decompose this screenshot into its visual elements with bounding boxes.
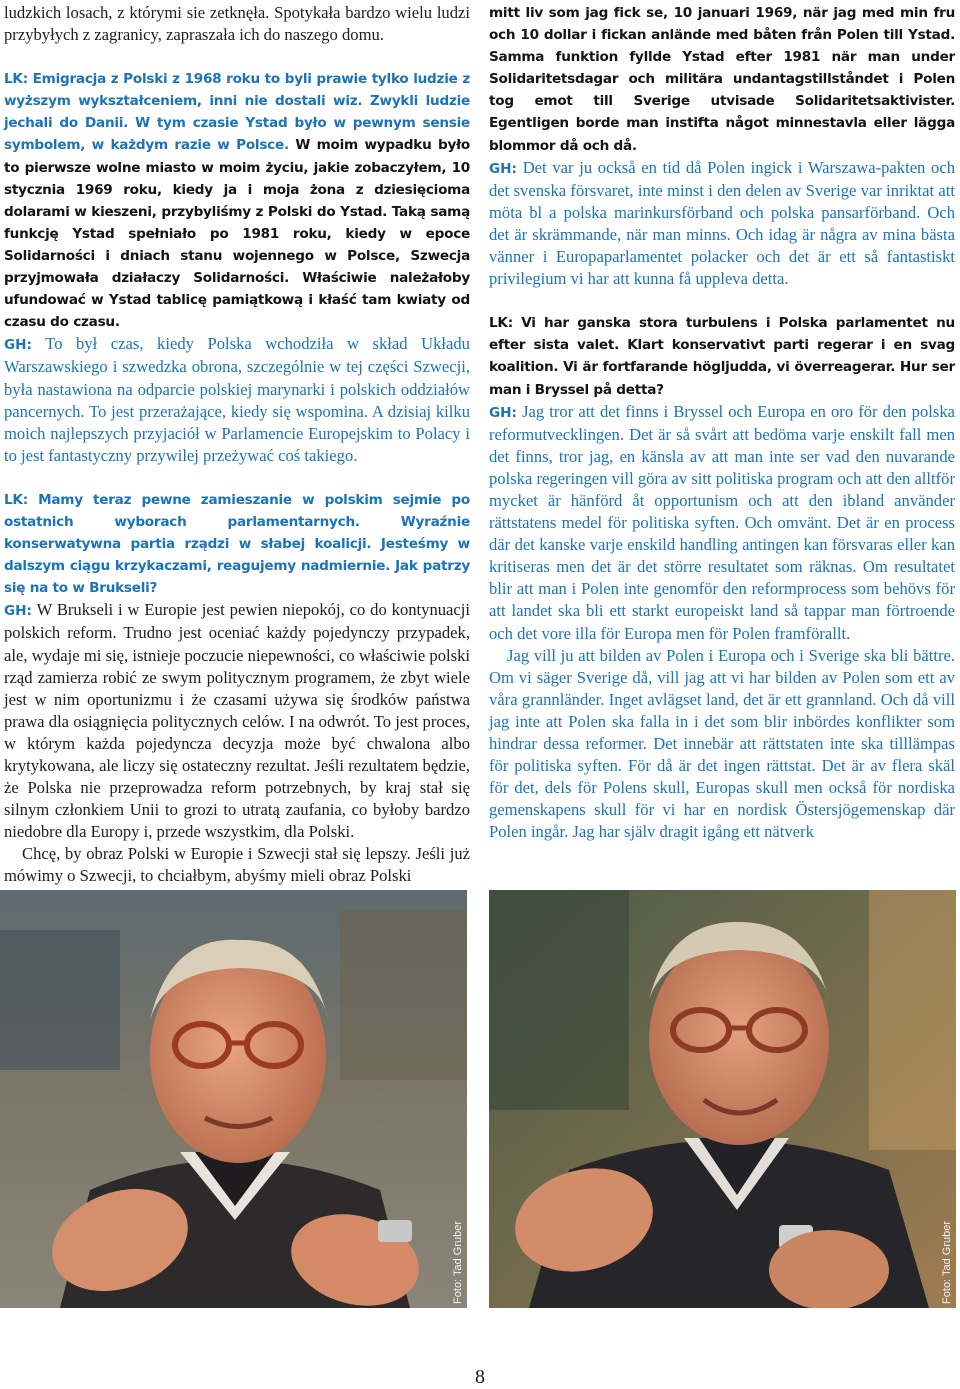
answer-2-speaker: GH: (4, 603, 32, 620)
question-2-sv: LK: Vi har ganska stora turbulens i Polska parlamentet nu efter sista valet. Klart konservativt parti regerar i en svag koalition. Vi är fortfarande högljudda, vi överreagerar. Hur ser man i Bryssel på detta? (489, 315, 955, 398)
intro-paragraph-sv: mitt liv som jag fick se, 10 januari 1969, när jag med min fru och 10 dollar i fickan anlände med båten från Polen till Ystad. Samma funktion fyllde Ystad efter 1981 när man under Solidaritetsdagar och militära undantagstillståndet i Polen tog emot till Sverige utvisade Solidaritetsaktivister. Egentligen borde man instifta något minnestavla eller lägga blommor då och då. (489, 5, 955, 154)
answer-1-speaker: GH: (4, 337, 32, 354)
page-number: 8 (475, 1366, 485, 1388)
answer-2-sv (489, 401, 955, 645)
question-1-lead: LK: Emigracja z Polski z 1968 roku to byli prawie tylko ludzie z wyższym wykształceniem, inni nie dostali wiz. Zwykli ludzie jechali do Danii. W tym czasie Ystad było w pewnym sensie symbolem, w każdym razie w Polsce. (4, 71, 470, 154)
answer-1 (4, 333, 470, 467)
answer-2 (4, 599, 470, 843)
portrait-illustration-left (0, 890, 467, 1308)
question-2: LK: Mamy teraz pewne zamieszanie w polskim sejmie po ostatnich wyborach parlamentarnych. Wyraźnie konserwatywna partia rządzi w słabej koalicji. Jesteśmy w dalszym ciągu krzykaczami, reagujemy nadmiernie. Jak patrzy się na to w Brukseli? (4, 491, 470, 597)
photo-interviewee-left (0, 890, 467, 1308)
answer-1-text: To był czas, kiedy Polska wchodziła w skład Układu Warszawskiego i szwedzka obrona, szczególnie w tej części Szwecji, była nastawiona na odparcie polskiej marynarki i polskich oddziałów pancernych. To jest przerażające, kiedy się wspomina. A dzisiaj kilku moich najlepszych przyjaciół w Parlamencie Europejskim to Polacy i to jest fantastyczny przywilej przeżywać coś takiego. (4, 334, 470, 465)
answer-1-sv (489, 157, 955, 291)
photo-interviewee-right (489, 890, 956, 1308)
portrait-illustration-right (489, 890, 956, 1308)
question-1 (4, 68, 470, 333)
answer-2-sv-speaker: GH: (489, 404, 517, 421)
answer-1-sv-text: Det var ju också en tid då Polen ingick i Warszawa-pakten och det svenska försvaret, inte minst i den delen av Sverige var inriktat att möta bl a polska marinkursförband och polska pansarförband. Och det är skrämmande, när man minns. Och idag är några av mina bästa vänner i Europaparlamentet polacker och det är ett så fantastiskt privilegium vi har att kunna få uppleva detta. (489, 157, 956, 289)
left-column (4, 2, 470, 888)
intro-paragraph: ludzkich losach, z którymi sie zetknęła. Spotykała bardzo wielu ludzi przybyłych z zagranicy, zapraszała ich do naszego domu. (4, 3, 470, 45)
photo-credit-right: Foto: Tad Gruber (941, 1221, 953, 1304)
answer-1-sv-speaker: GH: (489, 160, 517, 177)
answer-2-paragraph-2: Chcę, by obraz Polski w Europie i Szwecji stał się lepszy. Jeśli już mówimy o Szwecji, to chciałbym, abyśmy mieli obraz Polski (4, 844, 470, 886)
question-1-rest: W moim wypadku było to pierwsze wolne miasto w moim życiu, jakie zobaczyłem, 10 stycznia 1969 roku, kiedy ja i moja żona z dziesięcioma dolarami w kieszeni, przybyliśmy z Polski do Ystad. Taką samą funkcję Ystad spełniało po 1981 roku, kiedy w epoce Solidarności i dniach stanu wojennego w Polsce, Szwecja przyjmowała działaczy Solidarności. Właściwie należałoby ufundować w Ystad tablicę pamiątkową i kłaść tam kwiaty od czasu do czasu. (4, 137, 470, 331)
answer-2-sv-paragraph-2: Jag vill ju att bilden av Polen i Europa och i Sverige ska bli bättre. Om vi säger Sverige då, vill jag att vi har bilden av Polen som ett av våra grannländer. Inget avlägset land, det är ett grannland. Och då vill jag inte att Polen ska falla in i det som blir inbördes konflikter som hindrar dessa reformer. Det innebär att rättstaten inte ska tilllämpas för politiska syften. För då är det ingen rättstat. Det är av flera skäl för det, dels för Polens skull, Europas skull men också för nordiska gemenskapens skull för vi har en nordisk Östersjögemenskap där Polen ingår. Jag har själv dragit igång ett nätverk (489, 645, 955, 842)
answer-2-text: W Brukseli i w Europie jest pewien niepokój, co do kontynuacji polskich reform. Trudno jest oceniać każdy pojedynczy przypadek, ale, wydaje mi się, istnieje poczucie niepewności, co właściwie polski rząd zamierza robić ze swym politycznym programem, że zbyt wiele jest w nim oportunizmu i że czasami używa się środków państwa prawa dla osiągnięcia politycznych celów. I na odwrót. To jest proces, w którym każda pojedyncza decyzja może być chwalona albo krytykowana, ale liczy się ostateczny rezultat. Jeśli rezultatem będzie, że Polska nie przeprowadza reform potrzebnych, by kraj stał się silnym członkiem Unii to grozi to utratą zaufania, co byłoby bardzo niedobre dla Europy i, przede wszystkim, dla Polski. (4, 600, 470, 842)
photo-credit-left: Foto: Tad Gruber (452, 1221, 464, 1304)
right-column (489, 2, 955, 843)
answer-2-sv-text: Jag tror att det finns i Bryssel och Europa en oro för den polska reformutvecklingen. Det är så svårt att bedöma varje enskilt fall men det finns, tror jag, en känsla av att man inte ser vad den nuvarande polska regeringen vill göra av sitt politiska program och att den alltför mycket är hänförd åt opportunism och att den ibland använder rättstatens medel för politiska syften. Och omvänt. Det är en process där det kanske varje enskild handling antingen kan försvaras eller kan kritiseras men det är det större resultatet som räknas. Om resultatet blir att man i Polen inte genomför den reformprocess som behövs för att landet ska bli ett starkt europeiskt land så tappar man förtroende och det vore illa för Europa men för Polen framförallt. (489, 401, 955, 643)
